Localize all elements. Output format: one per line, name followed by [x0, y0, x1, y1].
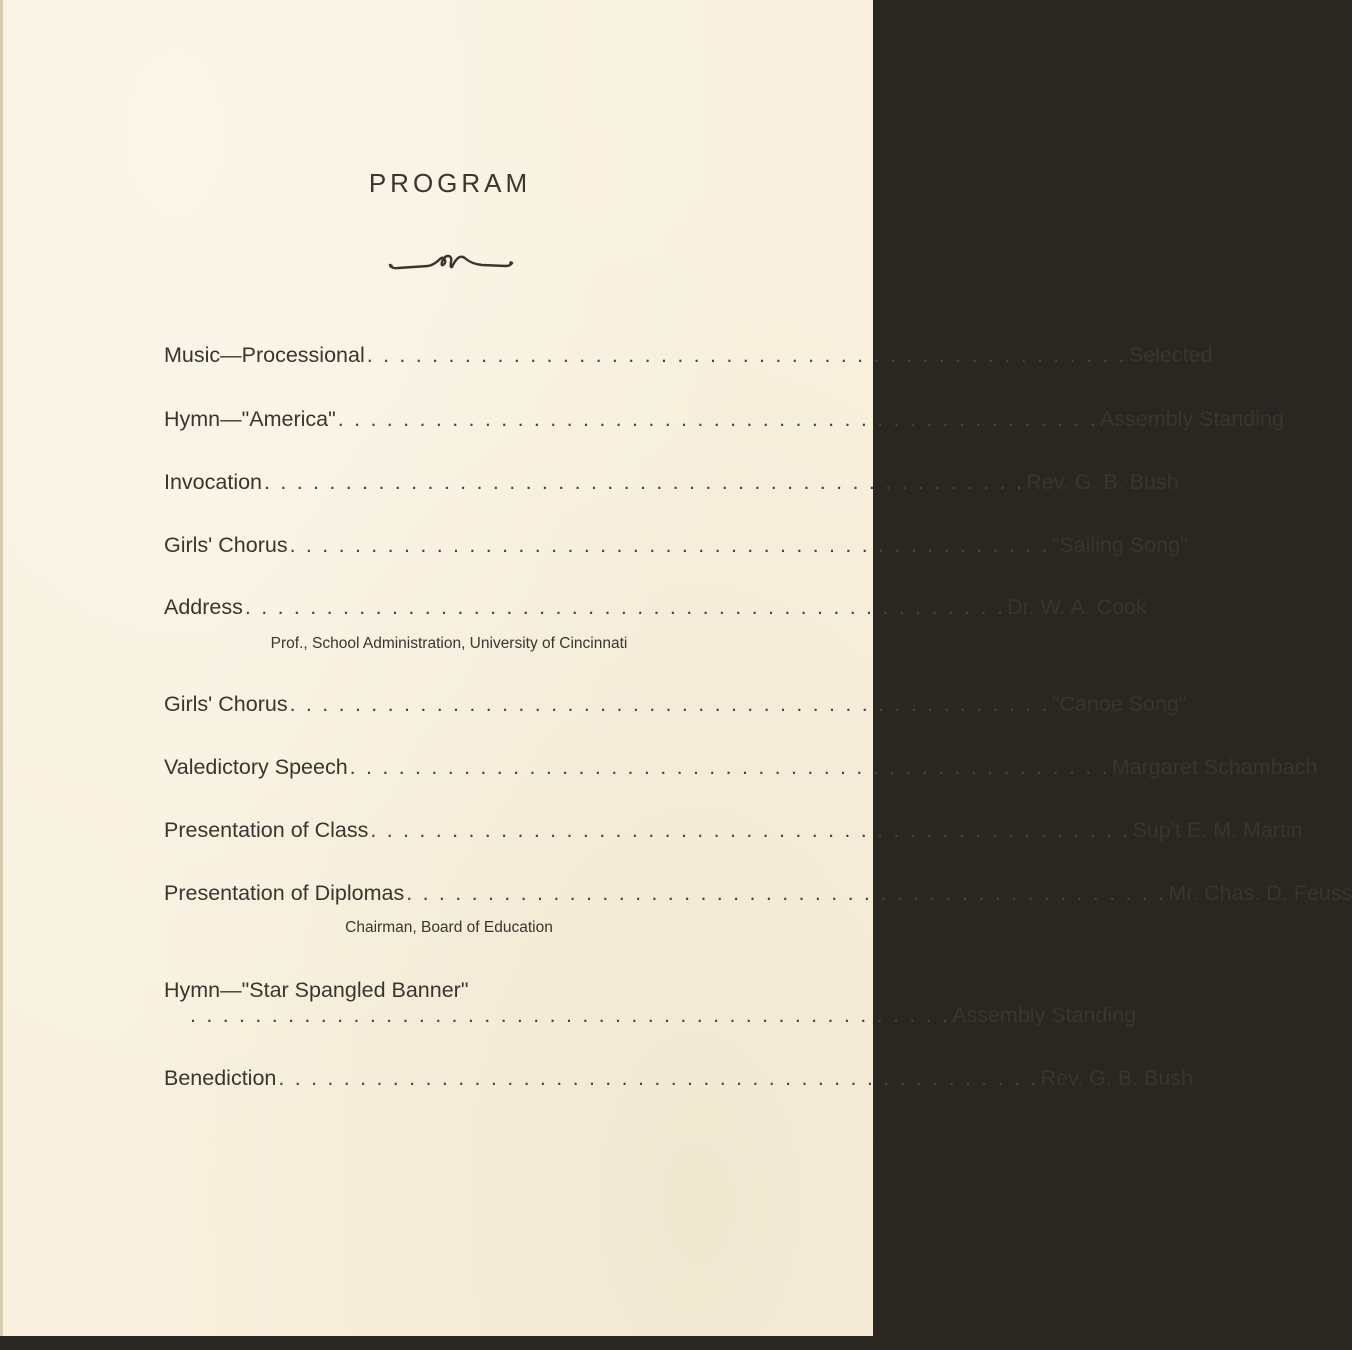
dot-leader: . . . . . . . . . . . . . . . . . . . . . . . . . . . . . . . . . . . . . . . . . . . . . . . [244, 595, 1005, 619]
program-entry [164, 1064, 1194, 1092]
dot-leader: . . . . . . . . . . . . . . . . . . . . . . . . . . . . . . . . . . . . . . . . . . . . . . . [337, 407, 1098, 431]
dot-leader: . . . . . . . . . . . . . . . . . . . . . . . . . . . . . . . . . . . . . . . . . . . . . . . [190, 1003, 951, 1027]
dot-leader: . . . . . . . . . . . . . . . . . . . . . . . . . . . . . . . . . . . . . . . . . . . . . . . [289, 533, 1050, 557]
entry-performer: "Sailing Song" [1051, 533, 1188, 557]
entry-item: Valedictory Speech [164, 755, 348, 779]
entry-performer: "Canoe Song" [1051, 692, 1187, 716]
entry-item: Girls' Chorus [164, 692, 288, 716]
dot-leader: . . . . . . . . . . . . . . . . . . . . . . . . . . . . . . . . . . . . . . . . . . . . . . . [366, 343, 1127, 367]
entry-item: Presentation of Class [164, 818, 369, 842]
entry-note: Prof., School Administration, University of Cincinnati [270, 635, 628, 652]
dot-leader: . . . . . . . . . . . . . . . . . . . . . . . . . . . . . . . . . . . . . . . . . . . . . . . [278, 1066, 1039, 1090]
entry-note: Chairman, Board of Education [345, 919, 553, 936]
entry-item: Invocation [164, 470, 263, 494]
flourish-ornament-icon [388, 248, 514, 276]
page-title: PROGRAM [368, 168, 532, 198]
entry-item: Address [164, 595, 243, 619]
page-bottom-shadow [0, 1336, 873, 1350]
program-entry [164, 879, 1352, 907]
program-entry [190, 1001, 1137, 1029]
program-entry [164, 690, 1187, 718]
dot-leader: . . . . . . . . . . . . . . . . . . . . . . . . . . . . . . . . . . . . . . . . . . . . . . . [349, 755, 1110, 779]
entry-item: Music—Processional [164, 343, 365, 367]
page-edge [0, 0, 3, 1336]
entry-performer: Rev. G. B. Bush [1026, 470, 1179, 494]
entry-item: Presentation of Diplomas [164, 881, 405, 905]
entry-item: Girls' Chorus [164, 533, 288, 557]
dot-leader: . . . . . . . . . . . . . . . . . . . . . . . . . . . . . . . . . . . . . . . . . . . . . . . [370, 818, 1131, 842]
entry-performer: Assembly Standing [952, 1003, 1137, 1027]
entry-item: Hymn—"Star Spangled Banner" [164, 978, 469, 1002]
entry-performer: Assembly Standing [1099, 407, 1284, 431]
dot-leader: . . . . . . . . . . . . . . . . . . . . . . . . . . . . . . . . . . . . . . . . . . . . . . . [406, 881, 1167, 905]
program-entry [164, 816, 1303, 844]
entry-performer: Rev. G. B. Bush [1040, 1066, 1194, 1090]
entry-performer: Sup't E. M. Martin [1132, 818, 1303, 842]
entry-performer: Dr. W. A. Cook [1007, 595, 1147, 619]
program-entry [164, 753, 1318, 781]
program-entry [164, 531, 1188, 559]
entry-item: Hymn—"America" [164, 407, 336, 431]
dot-leader: . . . . . . . . . . . . . . . . . . . . . . . . . . . . . . . . . . . . . . . . . . . . . . . [264, 470, 1025, 494]
program-entry [164, 341, 1213, 369]
entry-performer: Margaret Schambach [1111, 755, 1318, 779]
program-entry [164, 593, 1147, 621]
entry-performer: Selected [1128, 343, 1213, 367]
entry-item: Benediction [164, 1066, 277, 1090]
dot-leader: . . . . . . . . . . . . . . . . . . . . . . . . . . . . . . . . . . . . . . . . . . . . . . . [289, 692, 1050, 716]
program-entry [164, 468, 1179, 496]
program-entry [164, 405, 1284, 433]
entry-performer: Mr. Chas. D. Feuss [1168, 881, 1352, 905]
